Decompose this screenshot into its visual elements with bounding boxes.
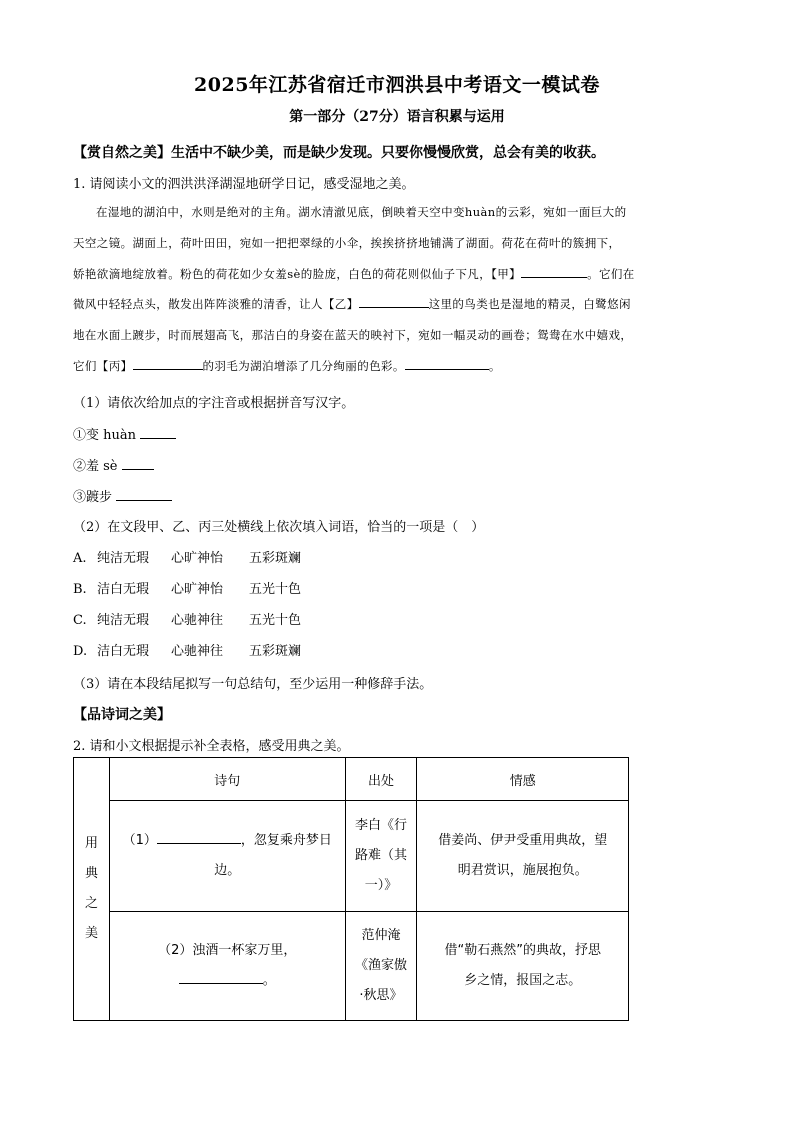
- header-emotion: 情感: [417, 758, 629, 801]
- side-label-char: 用: [84, 836, 98, 851]
- reading-passage: [73, 197, 725, 382]
- verse-cell: （2）浊酒一杯家万里， 。: [109, 912, 345, 1021]
- allusion-table: [73, 757, 629, 1021]
- emotion-cell: 借姜尚、伊尹受重用典故，望 明君赏识，施展抱负。: [417, 801, 629, 912]
- side-label-cell: [74, 758, 110, 1021]
- passage-line: 地在水面上踱步，时而展翅高飞，那洁白的身姿在蓝天的映衬下，宛如一幅灵动的画卷；鸳鸯在水中嬉戏，: [73, 328, 633, 343]
- table-row: [74, 801, 629, 912]
- item-duobu: ③踱步: [73, 486, 172, 505]
- passage-line-yi: 微风中轻轻点头，散发出阵阵淡雅的清香，让人【乙】 这里的鸟类也是湿地的精灵，白鹭悠闲: [73, 297, 631, 312]
- side-label-char: 典: [84, 866, 98, 881]
- verse-blank[interactable]: [157, 830, 241, 844]
- source-cell: 范仲淹 《渔家傲 ·秋思》: [345, 912, 417, 1021]
- option-d[interactable]: D. 洁白无瑕 心驰神往 五彩斑斓: [73, 644, 302, 659]
- answer-blank[interactable]: [122, 456, 154, 470]
- passage-line: 天空之镜。湖面上，荷叶田田，宛如一把把翠绿的小伞，挨挨挤挤地铺满了湖面。荷花在荷叶的簇拥下，: [73, 235, 621, 250]
- verse-cell: （1） ，忽复乘舟梦日 边。: [109, 801, 345, 912]
- verse-blank[interactable]: [179, 970, 263, 984]
- source-cell: 李白《行 路难（其 一）》: [345, 801, 417, 912]
- passage-line: 在湿地的湖泊中，水则是绝对的主角。湖水清澈见底，倒映着天空中变huàn的云彩，宛如一面巨大的: [96, 205, 627, 219]
- question-1-sub3: （3）请在本段结尾拟写一句总结句，至少运用一种修辞手法。: [73, 677, 433, 692]
- question-1-intro: 1. 请阅读小文的泗洪洪泽湖湿地研学日记，感受湿地之美。: [73, 177, 415, 192]
- emotion-cell: 借“勒石燕然”的典故，抒思 乡之情，报国之志。: [417, 912, 629, 1021]
- part-heading: 第一部分（27分）语言积累与运用: [289, 109, 505, 125]
- header-source: 出处: [345, 758, 417, 801]
- section-nature-heading: 【赏自然之美】生活中不缺少美，而是缺少发现。只要你慢慢欣赏，总会有美的收获。: [73, 145, 605, 161]
- blank-yi[interactable]: [359, 296, 429, 309]
- section-poetry-heading: 【品诗词之美】: [73, 707, 171, 723]
- header-verse: 诗句: [109, 758, 345, 801]
- item-huan: ①变 huàn: [73, 424, 176, 443]
- passage-line-jia: 娇艳欲滴地绽放着。粉色的荷花如少女羞sè的脸庞，白色的荷花则似仙子下凡，【甲】 。它们在: [73, 266, 635, 281]
- question-1-sub2: （2）在文段甲、乙、丙三处横线上依次填入词语，恰当的一项是（ ）: [73, 520, 485, 535]
- item-se: ②羞 sè: [73, 455, 154, 474]
- side-label-char: 之: [84, 896, 98, 911]
- blank-summary[interactable]: [405, 357, 489, 370]
- exam-title: 2025年江苏省宿迁市泗洪县中考语文一模试卷: [194, 74, 600, 96]
- option-a[interactable]: A. 纯洁无瑕 心旷神怡 五彩斑斓: [73, 551, 302, 566]
- option-c[interactable]: C. 纯洁无瑕 心驰神往 五光十色: [73, 613, 302, 628]
- table-row: [74, 912, 629, 1021]
- answer-blank[interactable]: [140, 425, 176, 439]
- question-1-sub1: （1）请依次给加点的字注音或根据拼音写汉字。: [73, 396, 355, 411]
- side-label-char: 美: [84, 926, 98, 941]
- blank-jia[interactable]: [521, 265, 587, 278]
- blank-bing[interactable]: [133, 357, 203, 370]
- option-b[interactable]: B. 洁白无瑕 心旷神怡 五光十色: [73, 582, 302, 597]
- table-header-row: [74, 758, 629, 801]
- question-2-intro: 2. 请和小文根据提示补全表格，感受用典之美。: [73, 739, 350, 754]
- passage-line-bing: 它们【丙】 的羽毛为湖泊增添了几分绚丽的色彩。 。: [73, 358, 501, 373]
- answer-blank[interactable]: [116, 487, 172, 501]
